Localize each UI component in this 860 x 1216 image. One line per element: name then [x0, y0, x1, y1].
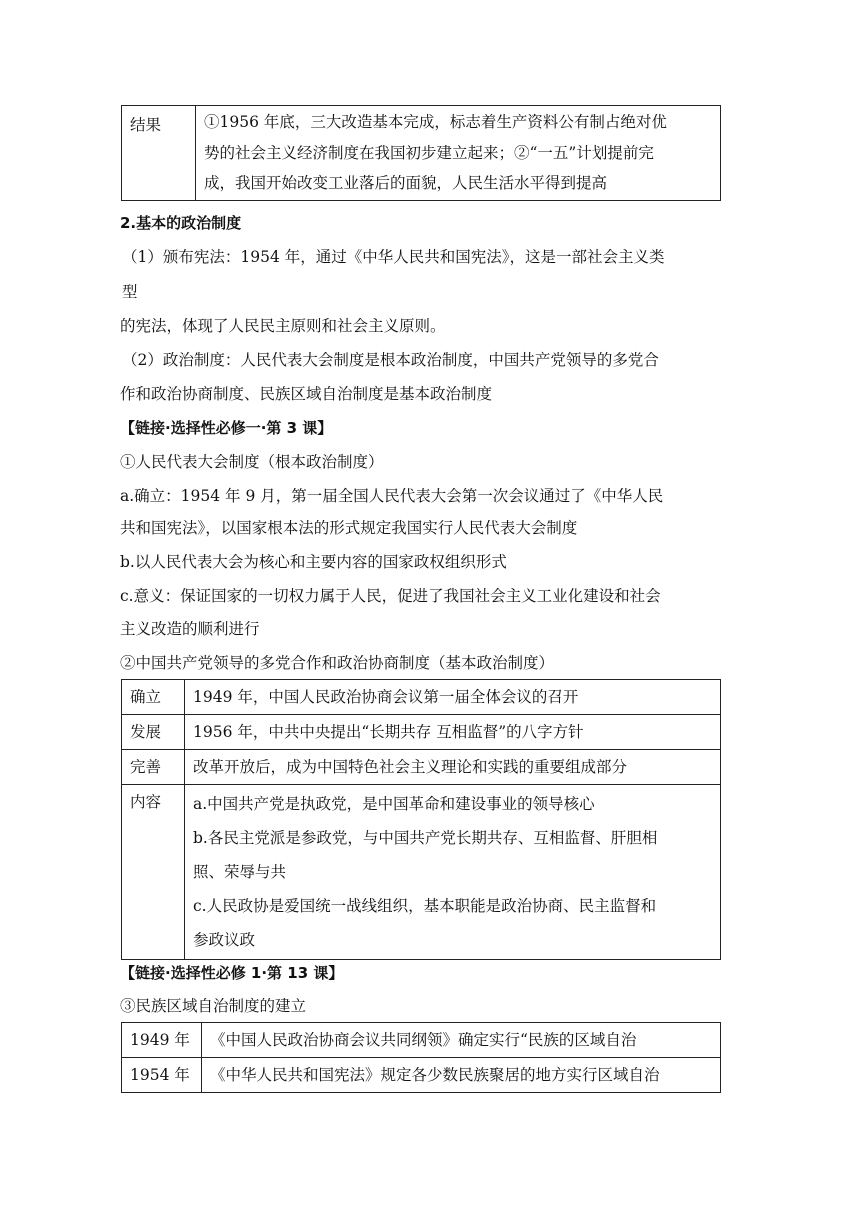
- paragraph-line: 主义改造的顺利进行: [120, 620, 260, 638]
- row-value: 1956 年，中共中央提出“长期共存 互相监督”的八字方针: [185, 715, 721, 750]
- table-row: [122, 106, 721, 201]
- result-content: [196, 106, 721, 201]
- item-title: ③民族区域自治制度的建立: [120, 997, 307, 1015]
- content-line: 参政议政: [193, 931, 256, 949]
- item-title: ①人民代表大会制度（根本政治制度）: [120, 453, 384, 471]
- cppcc-table: [121, 679, 721, 960]
- table-row: [122, 680, 721, 715]
- paragraph-line: b.以人民代表大会为核心和主要内容的国家政权组织形式: [120, 553, 507, 571]
- row-value: 1949 年，中国人民政治协商会议第一届全体会议的召开: [185, 680, 721, 715]
- row-label: 1949 年: [122, 1023, 202, 1058]
- result-table: [121, 105, 721, 201]
- table-row: [122, 715, 721, 750]
- paragraph-line: 作和政治协商制度、民族区域自治制度是基本政治制度: [120, 385, 493, 403]
- paragraph-line: 型: [122, 283, 138, 301]
- row-value: [185, 785, 721, 960]
- table-row: [122, 1023, 721, 1058]
- section-heading: 2.基本的政治制度: [120, 214, 242, 232]
- paragraph-line: 的宪法，体现了人民民主原则和社会主义原则。: [120, 317, 446, 335]
- row-value: 《中华人民共和国宪法》规定各少数民族聚居的地方实行区域自治: [202, 1058, 721, 1093]
- row-label: 内容: [122, 785, 185, 960]
- paragraph-line: （1）颁布宪法：1954 年，通过《中华人民共和国宪法》，这是一部社会主义类: [122, 248, 665, 266]
- autonomy-table: [121, 1022, 721, 1093]
- content-line: b.各民主党派是参政党，与中国共产党长期共存、互相监督、肝胆相: [193, 829, 658, 847]
- paragraph-line: c.意义：保证国家的一切权力属于人民，促进了我国社会主义工业化建设和社会: [120, 587, 661, 605]
- row-label: 发展: [122, 715, 185, 750]
- link-heading: 【链接·选择性必修 1·第 13 课】: [120, 964, 344, 982]
- result-line: ①1956 年底，三大改造基本完成，标志着生产资料公有制占绝对优: [204, 113, 667, 131]
- row-value: 改革开放后，成为中国特色社会主义理论和实践的重要组成部分: [185, 750, 721, 785]
- table-row: [122, 785, 721, 960]
- paragraph-line: a.确立：1954 年 9 月，第一届全国人民代表大会第一次会议通过了《中华人民: [120, 487, 664, 505]
- paragraph-line: （2）政治制度：人民代表大会制度是根本政治制度，中国共产党领导的多党合: [122, 351, 659, 369]
- content-line: 照、荣辱与共: [193, 863, 287, 881]
- link-heading: 【链接·选择性必修一·第 3 课】: [120, 419, 333, 437]
- result-label: 结果: [122, 106, 196, 201]
- content-line: c.人民政协是爱国统一战线组织，基本职能是政治协商、民主监督和: [193, 897, 657, 915]
- paragraph-line: 共和国宪法》，以国家根本法的形式规定我国实行人民代表大会制度: [120, 519, 578, 537]
- table-row: [122, 1058, 721, 1093]
- content-line: a.中国共产党是执政党，是中国革命和建设事业的领导核心: [193, 795, 595, 813]
- item-title: ②中国共产党领导的多党合作和政治协商制度（基本政治制度）: [120, 654, 555, 672]
- result-line: 成，我国开始改变工业落后的面貌，人民生活水平得到提高: [204, 174, 608, 192]
- result-line: 势的社会主义经济制度在我国初步建立起来；②“一五”计划提前完: [204, 143, 654, 162]
- table-row: [122, 750, 721, 785]
- row-label: 完善: [122, 750, 185, 785]
- row-label: 1954 年: [122, 1058, 202, 1093]
- row-label: 确立: [122, 680, 185, 715]
- row-value: 《中国人民政治协商会议共同纲领》确定实行“民族的区域自治: [202, 1023, 721, 1058]
